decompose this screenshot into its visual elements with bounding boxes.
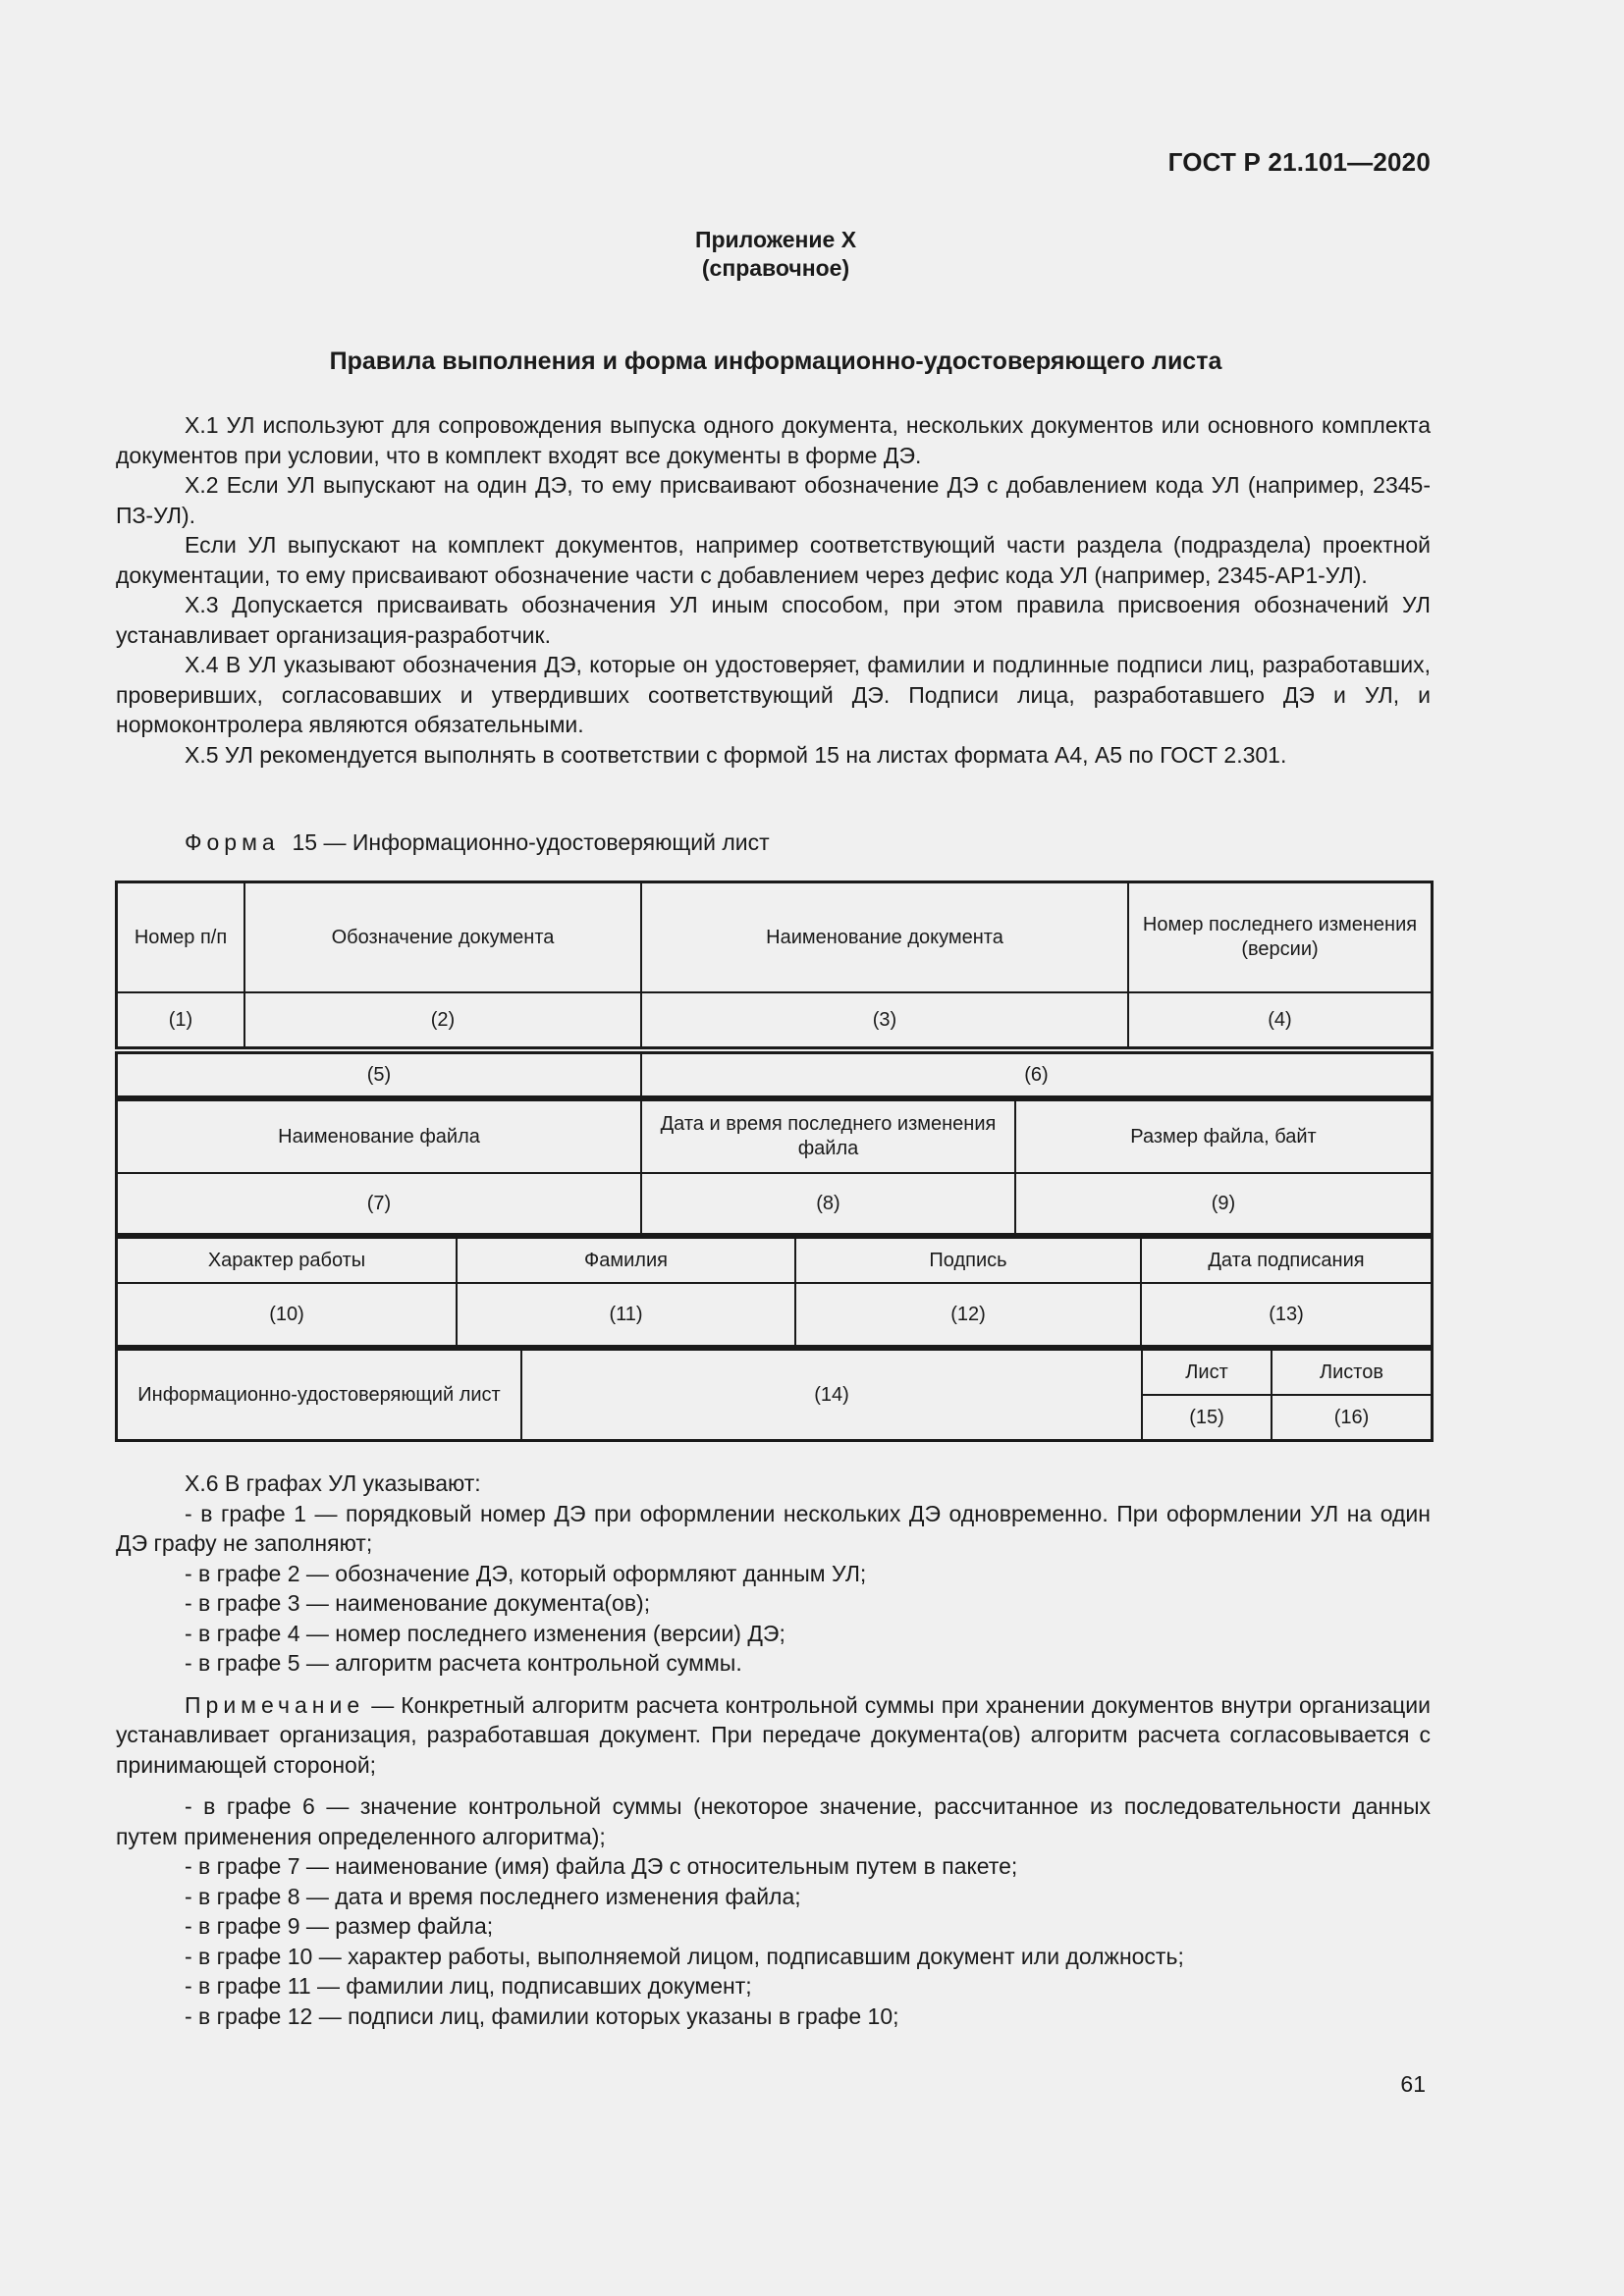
field-10: (10) [117,1283,457,1346]
header-name: Наименование документа [641,882,1128,992]
header-file-name: Наименование файла [117,1100,641,1173]
form-name-label: Информационно-удостоверяющий лист [117,1350,521,1440]
header-file-size: Размер файла, байт [1015,1100,1432,1173]
x6-item: - в графе 4 — номер последнего изменения (версии) ДЭ; [185,1620,785,1646]
paragraph-x1: Х.1 УЛ используют для сопровождения выпуска одного документа, нескольких документов или основного комплекта документов при условии, что в комплект входят все документы в форме ДЭ. [116,412,1431,468]
x6-item: - в графе 9 — размер файла; [185,1913,494,1939]
field-6: (6) [641,1053,1432,1096]
x6-item: - в графе 12 — подписи лиц, фамилии которых указаны в графе 10; [185,2002,899,2029]
field-12: (12) [795,1283,1141,1346]
field-8: (8) [641,1173,1015,1234]
x6-item: - в графе 11 — фамилии лиц, подписавших документ; [185,1973,752,1999]
x6-item: - в графе 5 — алгоритм расчета контрольной суммы. [185,1650,742,1676]
x6-item: - в графе 10 — характер работы, выполняемой лицом, подписавшим документ или должность; [185,1943,1184,1969]
x6-item: - в графе 3 — наименование документа(ов); [185,1590,651,1616]
intro-paragraphs [116,410,1431,770]
header-work-type: Характер работы [117,1238,457,1283]
header-signature: Подпись [795,1238,1141,1283]
header-sheets: Листов [1272,1350,1432,1395]
x6-item: - в графе 6 — значение контрольной суммы (некоторое значение, рассчитанное из последовательности данных путем применения определенного алгоритма); [116,1793,1431,1849]
field-3: (3) [641,992,1128,1047]
paragraph-x5: Х.5 УЛ рекомендуется выполнять в соответствии с формой 15 на листах формата А4, А5 по ГОСТ 2.301. [185,741,1287,768]
form-caption-label: Форма [185,829,280,855]
paragraph-x2: Х.2 Если УЛ выпускают на один ДЭ, то ему присваивают обозначение ДЭ с добавлением кода УЛ (например, 2345-ПЗ-УЛ). [116,472,1431,528]
form-block-checksum [116,1052,1433,1097]
x6-item: - в графе 8 — дата и время последнего изменения файла; [185,1883,801,1909]
field-2: (2) [244,992,641,1047]
appendix-title: Приложение Х [694,227,857,252]
header-last-change: Номер последнего изменения (версии) [1128,882,1432,992]
x6-item: - в графе 2 — обозначение ДЭ, который оформляют данным УЛ; [185,1560,867,1586]
field-5: (5) [117,1053,641,1096]
note-label: Примечание [185,1691,365,1718]
field-7: (7) [117,1173,641,1234]
header-number: Номер п/п [117,882,244,992]
x6-intro: Х.6 В графах УЛ указывают: [185,1470,481,1496]
field-13: (13) [1141,1283,1432,1346]
field-14: (14) [521,1350,1142,1440]
field-9: (9) [1015,1173,1432,1234]
form-block-title [116,1349,1433,1441]
paragraph-x3: Х.3 Допускается присваивать обозначения УЛ иным способом, при этом правила присвоения обозначений УЛ устанавливает организация-разработчик. [116,592,1431,648]
paragraph-x4: Х.4 В УЛ указывают обозначения ДЭ, которые он удостоверяет, фамилии и подлинные подписи лиц, разработавших, проверивших, согласовавших и утвердивших соответствующий ДЭ. Подписи лица, разработавшего ДЭ и УЛ, и нормоконтролера являются обязательными. [116,652,1431,737]
header-surname: Фамилия [457,1238,795,1283]
header-file-date: Дата и время последнего изменения файла [641,1100,1015,1173]
standard-designation: ГОСТ Р 21.101—2020 [1167,147,1431,177]
appendix-heading [0,226,1551,283]
x6-note [116,1690,1431,1781]
field-15: (15) [1142,1395,1272,1440]
note-text: — Конкретный алгоритм расчета контрольной суммы при хранении документов внутри организации устанавливает организация, разработавшая документ. При передаче документа(ов) алгоритм расчета согласовывается с принимающей стороной; [116,1691,1431,1778]
document-title: Правила выполнения и форма информационно-удостоверяющего листа [329,347,1222,375]
form-caption-text: 15 — Информационно-удостоверяющий лист [292,829,770,855]
header-designation: Обозначение документа [244,882,641,992]
paragraph-x2b: Если УЛ выпускают на комплект документов, например соответствующий части раздела (подраздела) проектной документации, то ему присваивают обозначение части с добавлением через дефис кода УЛ (например, 2345-АР1-УЛ). [116,532,1431,588]
page-number: 61 [1400,2071,1426,2097]
field-16: (16) [1272,1395,1432,1440]
header-sheet: Лист [1142,1350,1272,1395]
form-block-signatures [116,1237,1433,1347]
form-caption [185,829,770,856]
field-11: (11) [457,1283,795,1346]
field-4: (4) [1128,992,1432,1047]
field-1: (1) [117,992,244,1047]
header-sign-date: Дата подписания [1141,1238,1432,1283]
appendix-subtitle: (справочное) [701,255,850,281]
form-block-file [116,1099,1433,1235]
x6-section [116,1468,1431,2031]
x6-item: - в графе 1 — порядковый номер ДЭ при оформлении нескольких ДЭ одновременно. При оформлении УЛ на один ДЭ графу не заполняют; [116,1500,1431,1556]
x6-item: - в графе 7 — наименование (имя) файла ДЭ с относительным путем в пакете; [185,1853,1018,1879]
form-block-document [116,881,1433,1048]
